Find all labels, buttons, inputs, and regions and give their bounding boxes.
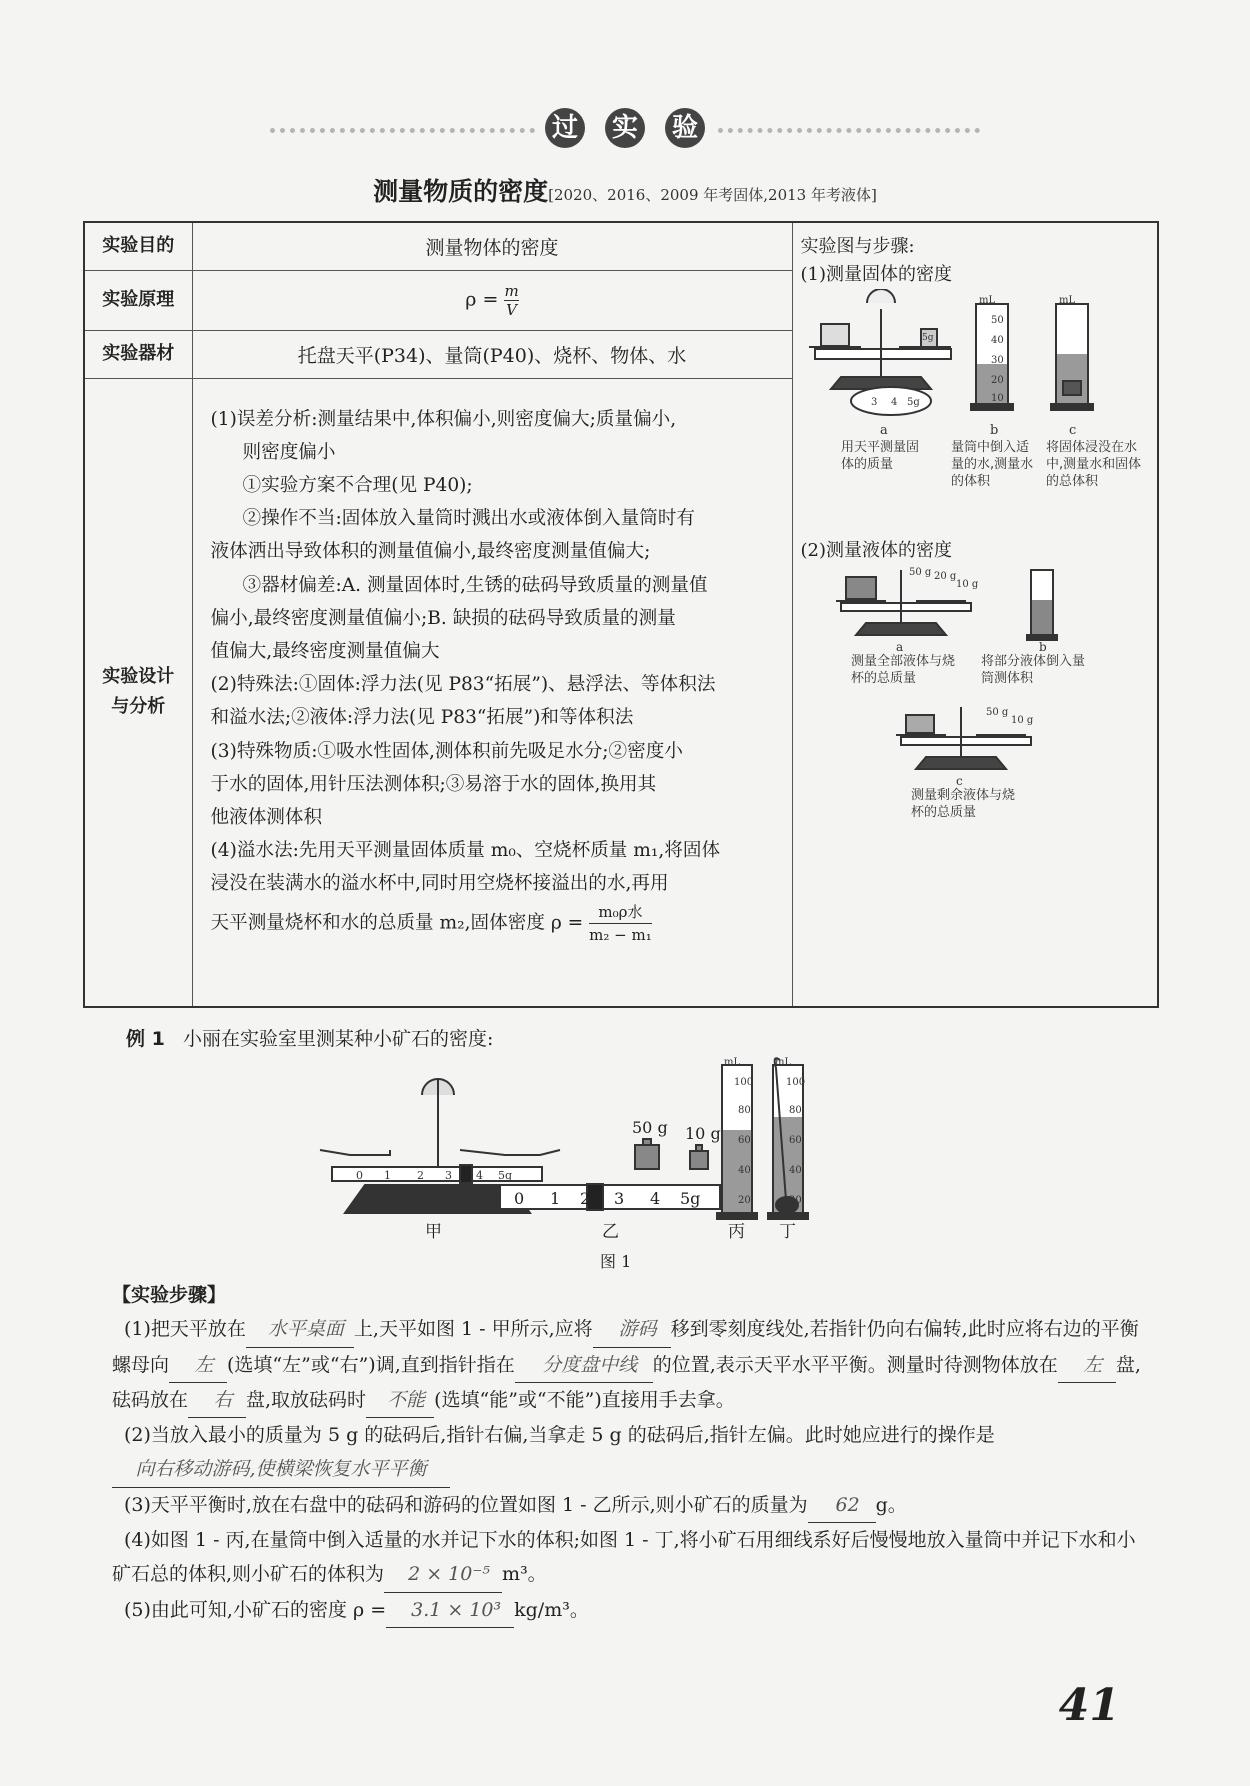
step-text: (选填“左”或“右”)调,直到指针指在 — [227, 1353, 515, 1376]
cylinder-tick: 30 — [990, 355, 1004, 366]
answer-blank: 水平桌面 — [246, 1312, 354, 1347]
weight-label: 50 g — [632, 1118, 668, 1137]
row-value-purpose: 测量物体的密度 — [192, 222, 792, 270]
graduated-cylinder-icon — [717, 1065, 757, 1219]
analysis-line: 液体洒出导致体积的测量值偏小,最终密度测量值偏大; — [210, 541, 651, 563]
analysis-line: 和溢水法;②液体:浮力法(见 P83“拓展”)和等体积法 — [210, 707, 634, 729]
cylinder-tick: 40 — [990, 335, 1004, 346]
formula-numerator: m — [504, 281, 519, 300]
caption-liquid-b: 将部分液体倒入量筒测体积 — [980, 654, 1085, 686]
row-value-principle — [192, 270, 792, 330]
example-title — [126, 1024, 493, 1051]
cylinder-unit: mL — [978, 295, 995, 306]
cylinder-tick: 60 — [738, 1135, 751, 1146]
answer-blank: 向右移动游码,使横梁恢复水平平衡 — [112, 1452, 450, 1487]
cylinder-tick: 20 — [990, 375, 1004, 386]
scale-tick: 2 — [417, 1169, 424, 1182]
answer-blank: 3.1 × 10³ — [386, 1593, 514, 1628]
cylinder-tick: 80 — [789, 1105, 802, 1116]
figure-letter: b — [1038, 640, 1047, 654]
cylinder-tick: 80 — [738, 1105, 751, 1116]
caption-liquid-a: 测量全部液体与烧杯的总质量 — [850, 654, 955, 686]
row-label-design-line1: 实验设计 — [102, 666, 175, 688]
step-1 — [112, 1312, 1142, 1418]
liquid-density-heading: (2)测量液体的密度 — [800, 540, 952, 561]
answer-blank: 右 — [188, 1383, 246, 1418]
figure-panel-title: 实验图与步骤: — [800, 236, 915, 257]
step-2 — [112, 1418, 1142, 1488]
cylinder-tick: 20 — [738, 1195, 751, 1206]
answer-blank: 左 — [169, 1348, 227, 1383]
cylinder-tick: 40 — [789, 1165, 802, 1176]
solid-density-heading: (1)测量固体的密度 — [800, 264, 952, 285]
analysis-line: 于水的固体,用针压法测体积;③易溶于水的固体,换用其 — [210, 773, 657, 795]
analysis-line: 值偏大,最终密度测量值偏大 — [210, 640, 440, 662]
row-value-equipment: 托盘天平(P34)、量筒(P40)、烧杯、物体、水 — [192, 330, 792, 378]
formula-denominator: V — [506, 300, 517, 319]
analysis-line: ②操作不当:固体放入量筒时溅出水或液体倒入量筒时有 — [242, 508, 696, 530]
answer-blank: 不能 — [366, 1383, 434, 1418]
step-text: m³。 — [502, 1563, 547, 1586]
row-label-design-line2: 与分析 — [111, 696, 166, 718]
row-label-design — [84, 378, 192, 1007]
weight-label: 50 g — [985, 707, 1008, 718]
scale-tick: 5g — [680, 1189, 701, 1208]
dotted-divider-left — [270, 128, 535, 137]
row-label-equipment: 实验器材 — [84, 330, 192, 378]
scale-tick: 4 — [476, 1169, 483, 1182]
cylinder-tick: 100 — [786, 1077, 806, 1088]
step-4 — [112, 1523, 1142, 1593]
formula-lhs: ρ = — [465, 288, 499, 310]
step-text: (3)天平平衡时,放在右盘中的砝码和游码的位置如图 1 - 乙所示,则小矿石的质量为 — [124, 1493, 808, 1516]
analysis-line: 则密度偏小 — [242, 441, 336, 463]
analysis-line: (4)溢水法:先用天平测量固体质量 m₀、空烧杯质量 m₁,将固体 — [210, 840, 721, 862]
weight-label: 10 g — [685, 1124, 721, 1143]
step-text: 移到零刻度线处,若指针仍向右偏转, — [670, 1318, 968, 1341]
figure-letter: a — [895, 640, 903, 654]
figure-label-jia: 甲 — [425, 1222, 442, 1242]
row-label-purpose: 实验目的 — [84, 222, 192, 270]
scale-tick: 4 — [650, 1189, 661, 1208]
step-text: kg/m³。 — [514, 1598, 589, 1621]
figure-letter: b — [989, 423, 998, 438]
answer-blank: 分度盘中线 — [515, 1348, 653, 1383]
caption-solid-b: 量筒中倒入适量的水,测量水的体积 — [950, 440, 1033, 489]
step-text: 上,天平如图 1 - 甲所示,应将 — [353, 1318, 593, 1341]
analysis-line: (3)特殊物质:①吸水性固体,测体积前先吸足水分;②密度小 — [210, 740, 683, 762]
step-text: (选填“能”或“不能”)直接用手 — [434, 1388, 678, 1411]
cylinder-unit: mL — [1058, 295, 1075, 306]
liquid-density-figure — [801, 565, 1151, 835]
experiment-steps — [112, 1278, 1142, 1628]
scale-tick: 1 — [384, 1169, 391, 1182]
analysis-line: ①实验方案不合理(见 P40); — [242, 474, 473, 496]
caption-liquid-c: 测量剩余液体与烧杯的总质量 — [910, 788, 1015, 820]
weight-label: 50 g — [908, 567, 931, 578]
page-number: 41 — [1058, 1680, 1120, 1731]
analysis-text — [192, 378, 792, 1007]
formula-numerator: m₀ρ水 — [589, 901, 652, 924]
scale-tick: 5g — [906, 397, 920, 408]
weight-label: 10 g — [955, 579, 978, 590]
cylinder-unit: mL — [775, 1057, 792, 1068]
scale-tick: 4 — [890, 397, 897, 408]
step-text: 的位置,表示天平水平 — [652, 1353, 830, 1376]
scale-tick: 1 — [550, 1189, 561, 1208]
caption-solid-a: 用天平测量固体的质量 — [840, 440, 919, 472]
step-text: (4)如图 1 - 丙,在量筒中倒入适量的水并记下水的体积;如图 1 - 丁,将小矿石用细线系好后慢慢地放入量 — [124, 1529, 984, 1552]
title-subtitle: [2020、2016、2009 年考固体,2013 年考液体] — [548, 186, 877, 204]
header-badge: 实 — [605, 108, 645, 148]
weight-label: 10 g — [1010, 715, 1033, 726]
cylinder-tick: 10 — [990, 393, 1004, 404]
step-text: (2)当放入最小的质量为 5 g 的砝码后,指针右偏,当拿走 5 g 的砝码后,指针左偏。此时她应进行的操作是 — [124, 1424, 995, 1447]
figure-letter: a — [879, 423, 888, 438]
balance-icon — [809, 289, 951, 415]
step-5 — [112, 1593, 1142, 1628]
formula-denominator: m₂ − m₁ — [589, 925, 652, 944]
step-text: (1)把天平放在 — [124, 1318, 246, 1341]
figure-label-bing: 丙 — [728, 1222, 745, 1242]
analysis-line: 偏小,最终密度测量值偏小;B. 缺损的砝码导致质量的测量 — [210, 607, 676, 629]
graduated-cylinder-icon — [1027, 570, 1057, 640]
analysis-line: ③器材偏差:A. 测量固体时,生锈的砝码导致质量的测量值 — [242, 574, 708, 596]
answer-blank: 2 × 10⁻⁵ — [384, 1557, 502, 1592]
step-text: 此时应将右边的平衡螺母向 — [112, 1318, 1139, 1376]
cylinder-tick: 60 — [789, 1135, 802, 1146]
analysis-line: 他液体测体积 — [210, 806, 323, 828]
answer-blank: 左 — [1058, 1348, 1116, 1383]
analysis-line — [211, 901, 780, 946]
step-text: 平衡。测量时待测物体放在 — [829, 1353, 1058, 1376]
example-text: 小丽在实验室里测某种小矿石的密度: — [182, 1028, 494, 1050]
figure-1 — [310, 1055, 930, 1270]
scale-tick: 3 — [445, 1169, 452, 1182]
weight-label: 5g — [921, 333, 933, 343]
scale-tick: 2 — [580, 1189, 591, 1208]
experiment-table — [83, 221, 1159, 1008]
section-header — [0, 100, 1250, 160]
scale-tick: 0 — [356, 1169, 363, 1182]
scale-tick: 0 — [514, 1189, 525, 1208]
steps-heading: 【实验步骤】 — [112, 1284, 227, 1306]
answer-blank: 62 — [808, 1488, 876, 1523]
figure-label-yi: 乙 — [602, 1222, 619, 1242]
section-title — [0, 172, 1250, 208]
step-text: 去拿。 — [677, 1388, 735, 1411]
figure-letter: c — [955, 774, 963, 788]
cylinder-tick: 50 — [990, 315, 1004, 326]
step-text: 筒中并记下水和小矿石总的体积,则小矿石的体积为 — [112, 1529, 1136, 1586]
cylinder-tick: 40 — [738, 1165, 751, 1176]
title-main: 测量物质的密度 — [373, 177, 549, 206]
step-text: 盘,砝码放在 — [112, 1353, 1141, 1411]
step-3 — [112, 1488, 1142, 1523]
figure-caption: 图 1 — [600, 1252, 632, 1270]
solid-density-figure — [801, 289, 1151, 529]
figure-letter: c — [1068, 423, 1076, 438]
scale-tick: 5g — [498, 1169, 513, 1182]
step-text: 盘,取放砝码时 — [246, 1388, 367, 1411]
analysis-line: (1)误差分析:测量结果中,体积偏小,则密度偏大;质量偏小, — [210, 408, 677, 430]
analysis-line: (2)特殊法:①固体:浮力法(见 P83“拓展”)、悬浮法、等体积法 — [210, 674, 716, 696]
scale-tick: 3 — [870, 397, 877, 408]
weight-label: 20 g — [933, 571, 956, 582]
caption-solid-c: 将固体浸没在水中,测量水和固体的总体积 — [1045, 440, 1141, 489]
dotted-divider-right — [718, 128, 980, 137]
analysis-line: 浸没在装满水的溢水杯中,同时用空烧杯接溢出的水,再用 — [210, 873, 669, 895]
figure-panel — [792, 222, 1158, 1007]
figure-label-ding: 丁 — [779, 1222, 796, 1242]
scale-tick: 3 — [614, 1189, 625, 1208]
analysis-line-text: 天平测量烧杯和水的总质量 m₂,固体密度 ρ = — [210, 912, 584, 934]
header-badge: 过 — [545, 108, 585, 148]
graduated-cylinder-icon — [1051, 304, 1093, 410]
cylinder-tick: 20 — [789, 1195, 802, 1206]
cylinder-unit: mL — [724, 1057, 741, 1068]
step-text: g。 — [875, 1493, 907, 1516]
header-badge: 验 — [665, 108, 705, 148]
row-label-principle: 实验原理 — [84, 270, 192, 330]
example-label: 例 1 — [126, 1028, 165, 1050]
answer-blank: 游码 — [593, 1312, 671, 1347]
cylinder-tick: 100 — [734, 1077, 754, 1088]
step-text: (5)由此可知,小矿石的密度 ρ = — [124, 1598, 387, 1621]
weights-icon — [635, 1139, 708, 1169]
